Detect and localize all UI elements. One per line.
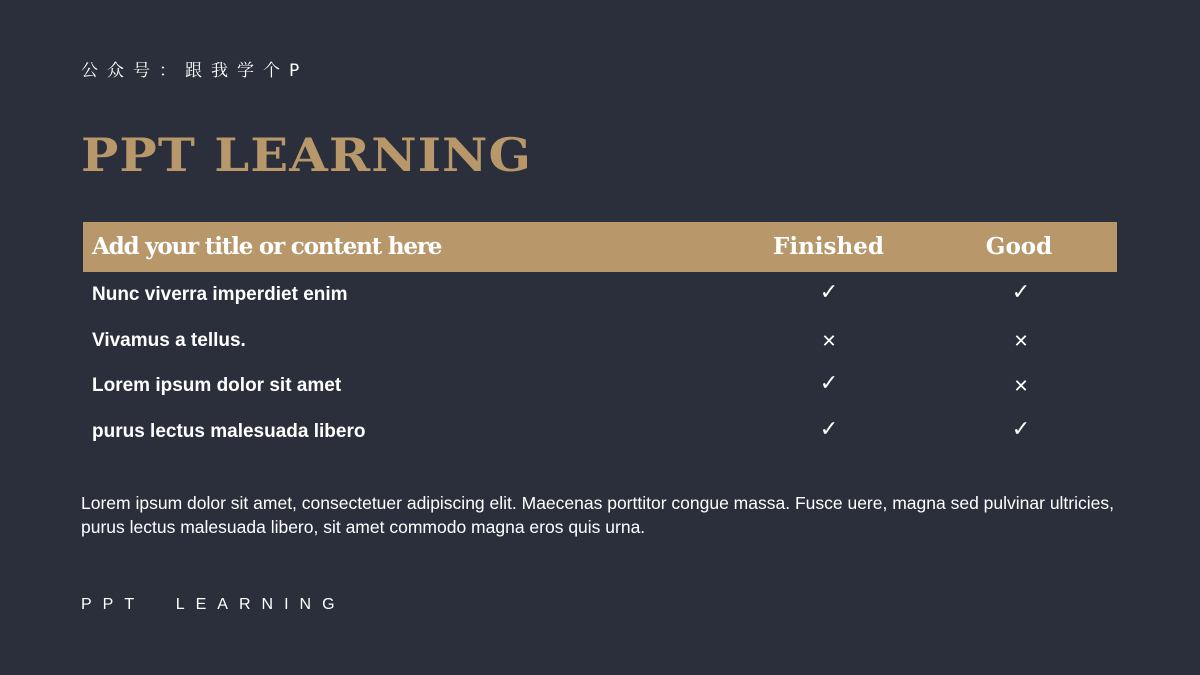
table-row xyxy=(83,272,1117,318)
account-label: 公众号：跟我学个P xyxy=(81,61,309,81)
cross-icon: ✕ xyxy=(1013,330,1029,352)
check-icon: ✓ xyxy=(819,280,839,305)
check-icon: ✓ xyxy=(1011,280,1031,305)
row-label: Nunc viverra imperdiet enim xyxy=(92,284,348,305)
column-header-finished: Finished xyxy=(773,233,884,260)
row-label: Vivamus a tellus. xyxy=(92,329,246,351)
cross-icon: ✕ xyxy=(821,330,837,352)
column-header-title: Add your title or content here xyxy=(92,233,442,260)
footer-label: PPT LEARNING xyxy=(81,596,346,613)
row-label: purus lectus malesuada libero xyxy=(92,420,366,442)
check-icon: ✓ xyxy=(819,416,839,442)
table-row xyxy=(83,409,1117,455)
body-paragraph: Lorem ipsum dolor sit amet, consectetuer adipiscing elit. Maecenas porttitor congue massa. Fusce uere, magna sed pulvinar ultricies, purus lectus malesuada libero, sit amet commodo magna eros quis urna. xyxy=(81,493,1114,537)
table-row xyxy=(83,363,1117,409)
check-icon: ✓ xyxy=(819,371,839,396)
column-header-good: Good xyxy=(985,233,1053,260)
table-header xyxy=(83,222,1117,272)
cross-icon: ✕ xyxy=(1013,376,1029,397)
comparison-table xyxy=(83,222,1117,454)
page-title: PPT LEARNING xyxy=(81,128,533,182)
check-icon: ✓ xyxy=(1011,416,1031,442)
table-row xyxy=(83,318,1117,364)
row-label: Lorem ipsum dolor sit amet xyxy=(92,375,342,396)
